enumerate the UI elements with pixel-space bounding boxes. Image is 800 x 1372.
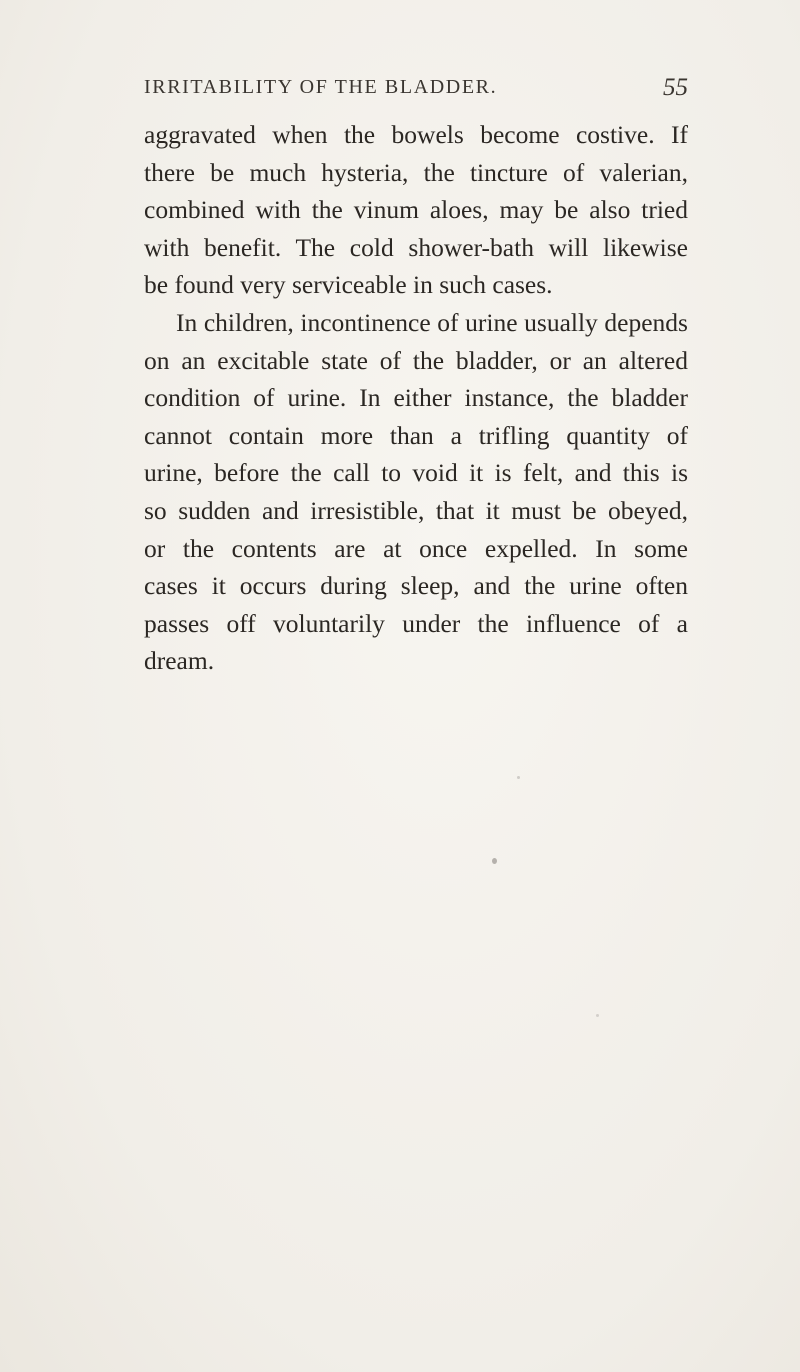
page-number: 55 [663,74,688,101]
text-line: passes off voluntarily under the influence of a [144,608,688,638]
body-text [144,116,688,680]
text-line: on an excitable state of the bladder, or an altered [144,345,688,375]
paragraph-end-line: be found very serviceable in such cases. [144,270,553,300]
text-line: or the contents are at once expelled. In some [144,533,688,563]
text-line: combined with the vinum aloes, may be also tried [144,195,688,225]
paragraph-end-line: dream. [144,646,215,676]
text-line: so sudden and irresistible, that it must be obeyed, [144,495,688,525]
text-line: condition of urine. In either instance, the bladder [144,383,688,413]
running-title: IRRITABILITY OF THE BLADDER. [144,76,498,98]
text-line: with benefit. The cold shower-bath will likewise [144,232,688,262]
text-line: urine, before the call to void it is felt, and this is [144,458,688,488]
running-head [144,76,688,106]
text-line: aggravated when the bowels become costive. If [144,120,688,149]
paragraph-start-line: In children, incontinence of urine usually depends [176,307,688,337]
paper-speck [517,776,520,779]
text-line: cannot contain more than a trifling quantity of [144,420,688,450]
paper-speck [492,858,497,864]
text-line: there be much hysteria, the tincture of valerian, [144,157,688,187]
text-line: cases it occurs during sleep, and the urine often [144,571,688,601]
paper-speck [596,1014,599,1017]
